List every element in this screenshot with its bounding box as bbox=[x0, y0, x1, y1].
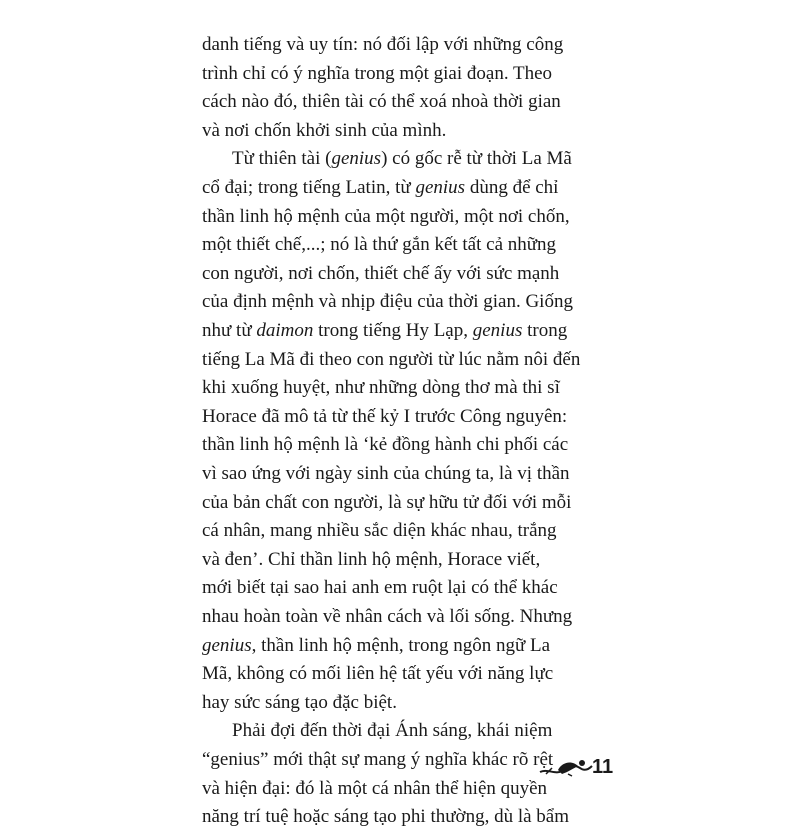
text-run: Phải đợi đến thời đại Ánh sáng, khái niệm bbox=[232, 720, 553, 742]
text-run: thần linh hộ mệnh của một người, một nơi chốn, bbox=[202, 205, 570, 227]
text-line bbox=[202, 803, 598, 831]
text-run: cách nào đó, thiên tài có thể xoá nhoà thời gian bbox=[202, 91, 561, 113]
text-line bbox=[202, 88, 598, 116]
text-line bbox=[202, 174, 598, 202]
text-run: mới biết tại sao hai anh em ruột lại có thể khác bbox=[202, 577, 558, 599]
text-line bbox=[202, 203, 598, 231]
text-line bbox=[202, 632, 598, 660]
text-run: cổ đại; trong tiếng Latin, từ bbox=[202, 177, 416, 198]
page-number: 11 bbox=[592, 756, 614, 778]
text-run: của định mệnh và nhịp điệu của thời gian. Giống bbox=[202, 291, 573, 313]
text-run: “genius” mới thật sự mang ý nghĩa khác rõ rệt bbox=[202, 749, 554, 770]
text-run: trong tiếng Hy Lạp, bbox=[313, 320, 473, 341]
text-run: dùng để chỉ bbox=[465, 177, 559, 198]
text-line bbox=[202, 260, 598, 288]
italic-term: genius bbox=[472, 320, 523, 341]
text-run: danh tiếng và uy tín: nó đối lập với những công bbox=[202, 34, 564, 55]
text-run: nhau hoàn toàn về nhân cách và lối sống. Nhưng bbox=[202, 606, 573, 627]
text-line bbox=[202, 489, 598, 517]
text-run: Horace đã mô tả từ thế kỷ I trước Công nguyên: bbox=[202, 405, 568, 427]
text-line bbox=[202, 317, 598, 345]
text-line bbox=[202, 231, 598, 259]
text-run: trong bbox=[522, 320, 568, 341]
text-run: con người, nơi chốn, thiết chế ấy với sức mạnh bbox=[202, 262, 560, 284]
text-line bbox=[202, 117, 598, 145]
text-run: một thiết chế,...; nó là thứ gắn kết tất cả những bbox=[202, 234, 557, 256]
italic-term: daimon bbox=[256, 320, 314, 341]
text-run: của bản chất con người, là sự hữu tử đối với mỗi bbox=[202, 491, 572, 513]
text-line bbox=[232, 717, 598, 745]
text-run: vì sao ứng với ngày sinh của chúng ta, là vị thần bbox=[202, 463, 570, 484]
italic-term: genius bbox=[331, 148, 382, 170]
text-line bbox=[202, 689, 598, 717]
text-line bbox=[202, 60, 598, 88]
text-line bbox=[202, 374, 598, 402]
text-run: tiếng La Mã đi theo con người từ lúc nằm nôi đến bbox=[202, 348, 581, 370]
folio bbox=[538, 752, 618, 782]
text-run: thần linh hộ mệnh là ‘kẻ đồng hành chi phối các bbox=[202, 434, 569, 456]
italic-term: genius bbox=[415, 177, 466, 198]
text-line bbox=[202, 574, 598, 602]
text-run: và đen’. Chỉ thần linh hộ mệnh, Horace viết, bbox=[202, 548, 541, 570]
text-run: năng trí tuệ hoặc sáng tạo phi thường, dù là bẩm bbox=[202, 806, 570, 828]
text-line bbox=[202, 660, 598, 688]
text-line bbox=[202, 31, 598, 59]
text-line bbox=[202, 403, 598, 431]
text-line bbox=[202, 346, 598, 374]
text-run: , thần linh hộ mệnh, trong ngôn ngữ La bbox=[251, 634, 551, 656]
text-line bbox=[202, 460, 598, 488]
text-run: ) có gốc rễ từ thời La Mã bbox=[381, 148, 572, 170]
text-line bbox=[202, 546, 598, 574]
text-line bbox=[202, 288, 598, 316]
text-run: trình chỉ có ý nghĩa trong một giai đoạn. Theo bbox=[202, 62, 553, 84]
text-line bbox=[232, 145, 598, 173]
page-ornament-icon bbox=[538, 756, 594, 778]
text-run: cá nhân, mang nhiều sắc diện khác nhau, trắng bbox=[202, 520, 557, 542]
text-line bbox=[202, 603, 598, 631]
italic-term: genius bbox=[202, 634, 252, 656]
text-run: như từ bbox=[202, 320, 257, 341]
text-run: Mã, không có mối liên hệ tất yếu với năng lực bbox=[202, 663, 554, 685]
text-run: khi xuống huyệt, như những dòng thơ mà thi sĩ bbox=[202, 377, 560, 399]
text-line bbox=[202, 517, 598, 545]
text-line bbox=[202, 431, 598, 459]
text-run: và nơi chốn khởi sinh của mình. bbox=[202, 119, 447, 141]
text-run: hay sức sáng tạo đặc biệt. bbox=[202, 691, 397, 713]
text-run: và hiện đại: đó là một cá nhân thể hiện quyền bbox=[202, 777, 548, 799]
text-run: Từ thiên tài ( bbox=[232, 148, 332, 170]
